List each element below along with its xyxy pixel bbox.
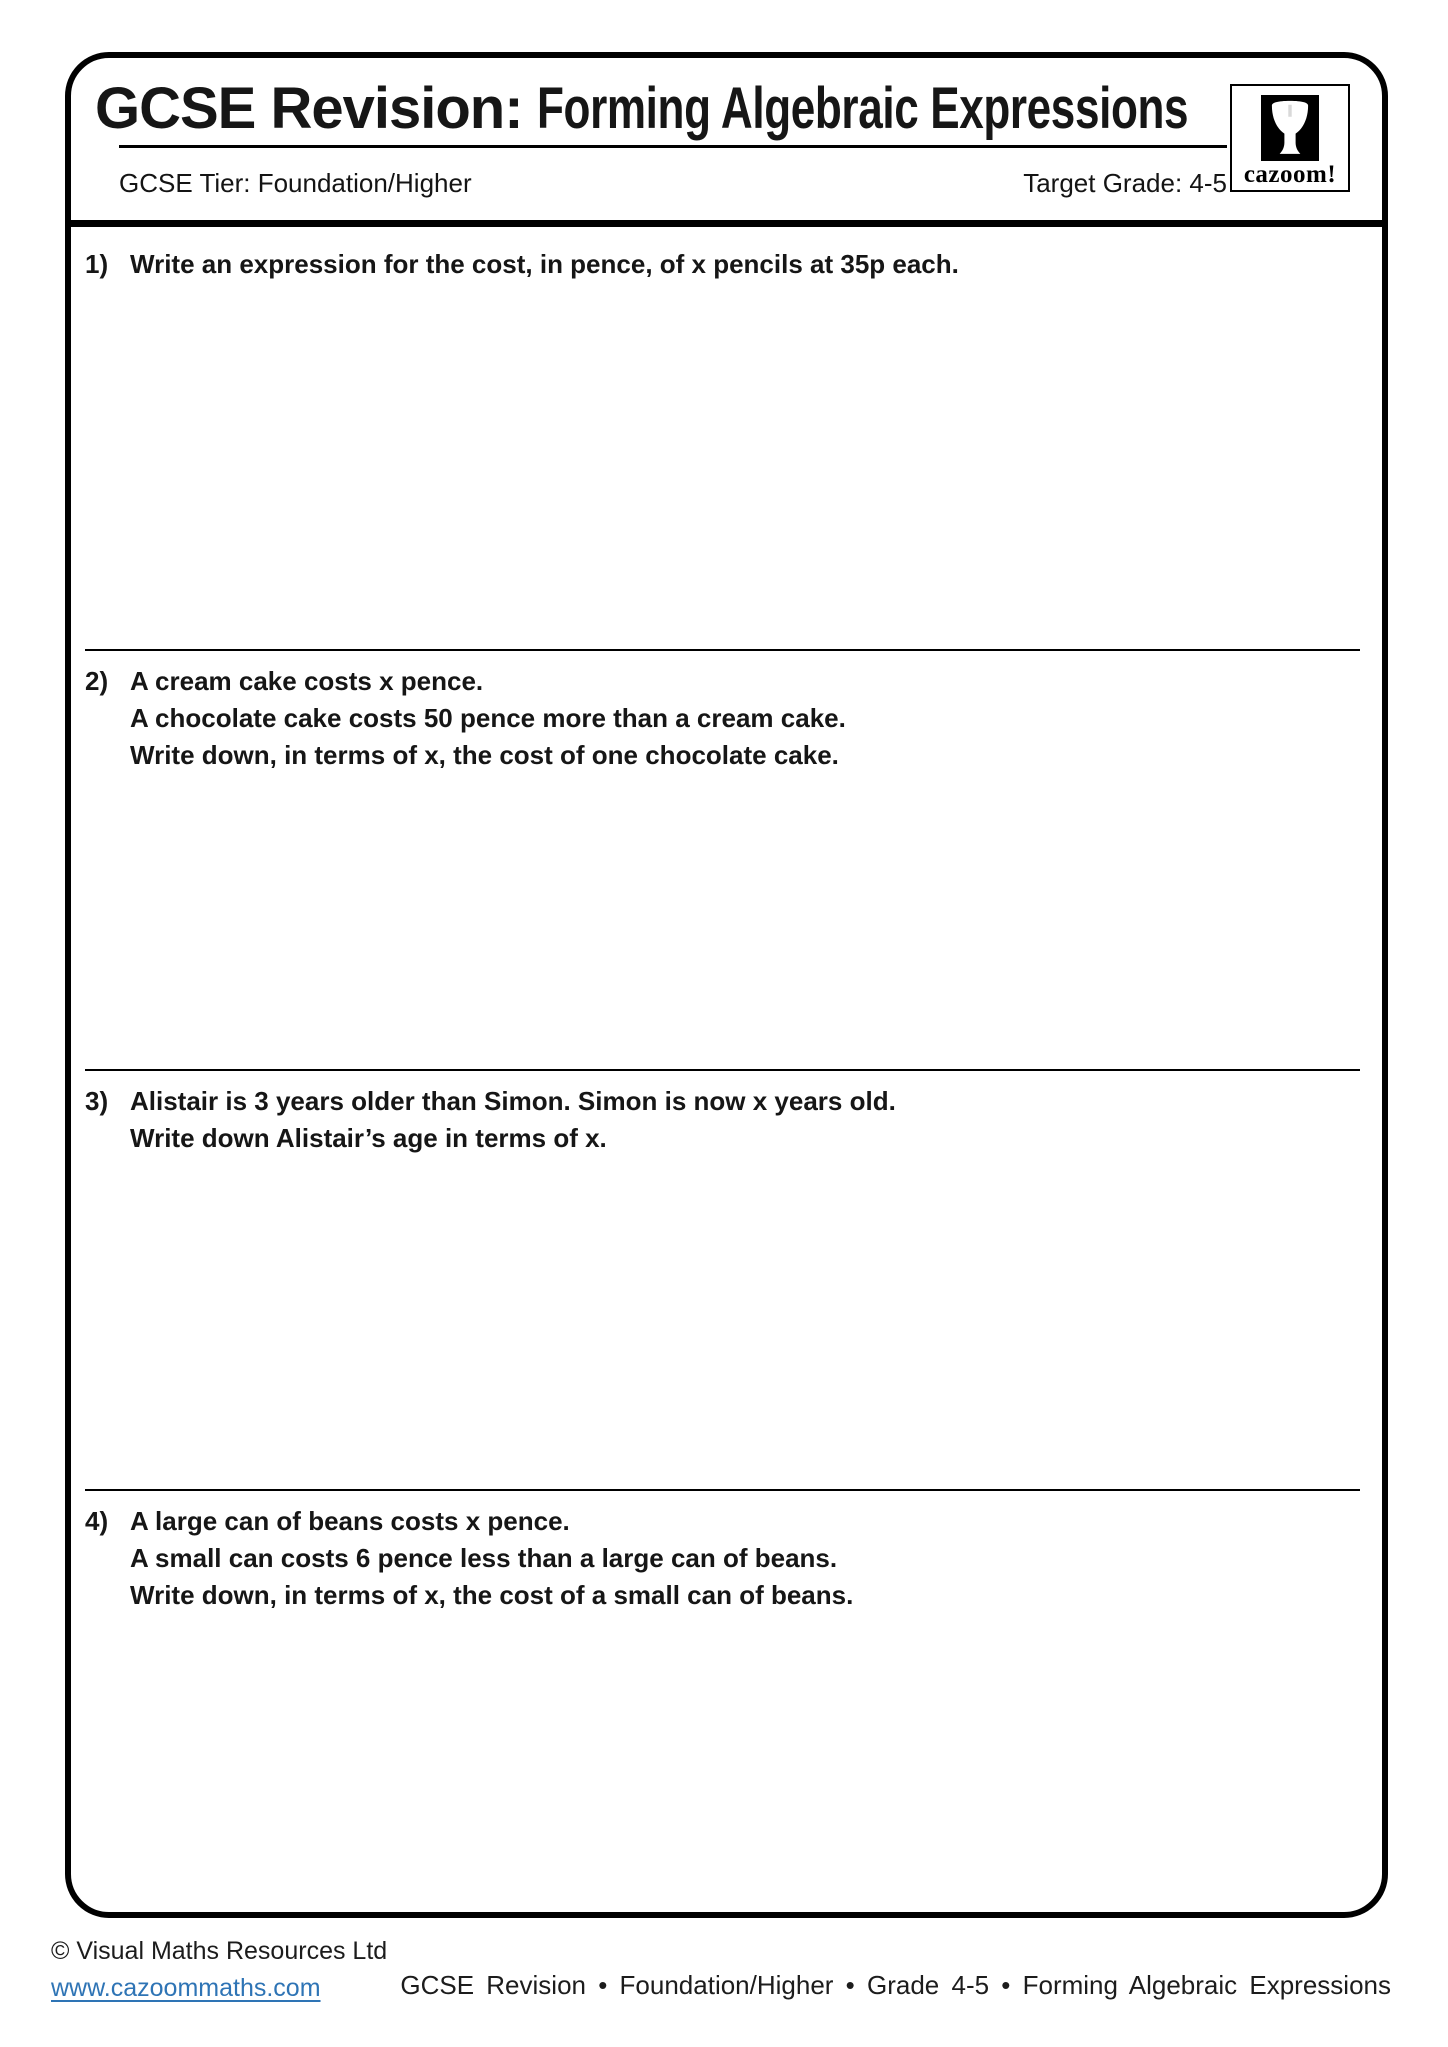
question-3 xyxy=(85,1083,1357,1157)
question-line: A chocolate cake costs 50 pence more than a cream cake. xyxy=(130,703,846,733)
page-title-main: GCSE Revision: xyxy=(95,76,523,141)
cazoom-drum-icon xyxy=(1261,95,1319,161)
question-3-text xyxy=(130,1083,1357,1157)
title-underline xyxy=(119,145,1227,148)
question-4-text xyxy=(130,1503,1357,1614)
website-link[interactable]: www.cazoommaths.com xyxy=(51,1974,321,2002)
header-meta-row xyxy=(119,168,1227,198)
question-1-text xyxy=(130,246,1357,283)
cazoom-logo-text: cazoom! xyxy=(1243,161,1337,188)
question-2-section xyxy=(71,651,1382,1069)
question-4-number: 4) xyxy=(85,1506,109,1536)
question-1-number: 1) xyxy=(85,249,109,279)
copyright-text: © Visual Maths Resources Ltd xyxy=(51,1937,388,1965)
question-2 xyxy=(85,663,1357,774)
question-line: Alistair is 3 years older than Simon. Simon is now x years old. xyxy=(130,1086,896,1116)
question-line: Write down, in terms of x, the cost of a small can of beans. xyxy=(130,1580,854,1610)
page-title-sub: Forming Algebraic Expressions xyxy=(536,76,1188,141)
footer-meta: GCSE Revision • Foundation/Higher • Grade 4-5 • Forming Algebraic Expressions xyxy=(400,1970,1391,2000)
tier-label: GCSE Tier: Foundation/Higher xyxy=(119,168,472,198)
question-line: Write an expression for the cost, in pence, of x pencils at 35p each. xyxy=(130,249,959,279)
question-line: A small can costs 6 pence less than a large can of beans. xyxy=(130,1543,838,1573)
cazoom-logo xyxy=(1230,84,1350,192)
page-title xyxy=(95,78,1382,140)
question-1-section xyxy=(71,227,1382,649)
title-block xyxy=(71,58,1382,198)
question-2-text xyxy=(130,663,1357,774)
grade-label: Target Grade: 4-5 xyxy=(1023,168,1227,198)
question-4 xyxy=(85,1503,1357,1614)
question-1 xyxy=(85,246,1357,283)
worksheet-border xyxy=(65,52,1388,1918)
question-2-number: 2) xyxy=(85,666,109,696)
header xyxy=(71,58,1382,227)
question-line: A large can of beans costs x pence. xyxy=(130,1506,570,1536)
question-line: Write down, in terms of x, the cost of one chocolate cake. xyxy=(130,740,839,770)
question-line: A cream cake costs x pence. xyxy=(130,666,484,696)
footer-left xyxy=(51,1936,387,2003)
question-line: Write down Alistair’s age in terms of x. xyxy=(130,1123,607,1153)
question-4-section xyxy=(71,1491,1382,1912)
question-3-section xyxy=(71,1071,1382,1489)
question-3-number: 3) xyxy=(85,1086,109,1116)
